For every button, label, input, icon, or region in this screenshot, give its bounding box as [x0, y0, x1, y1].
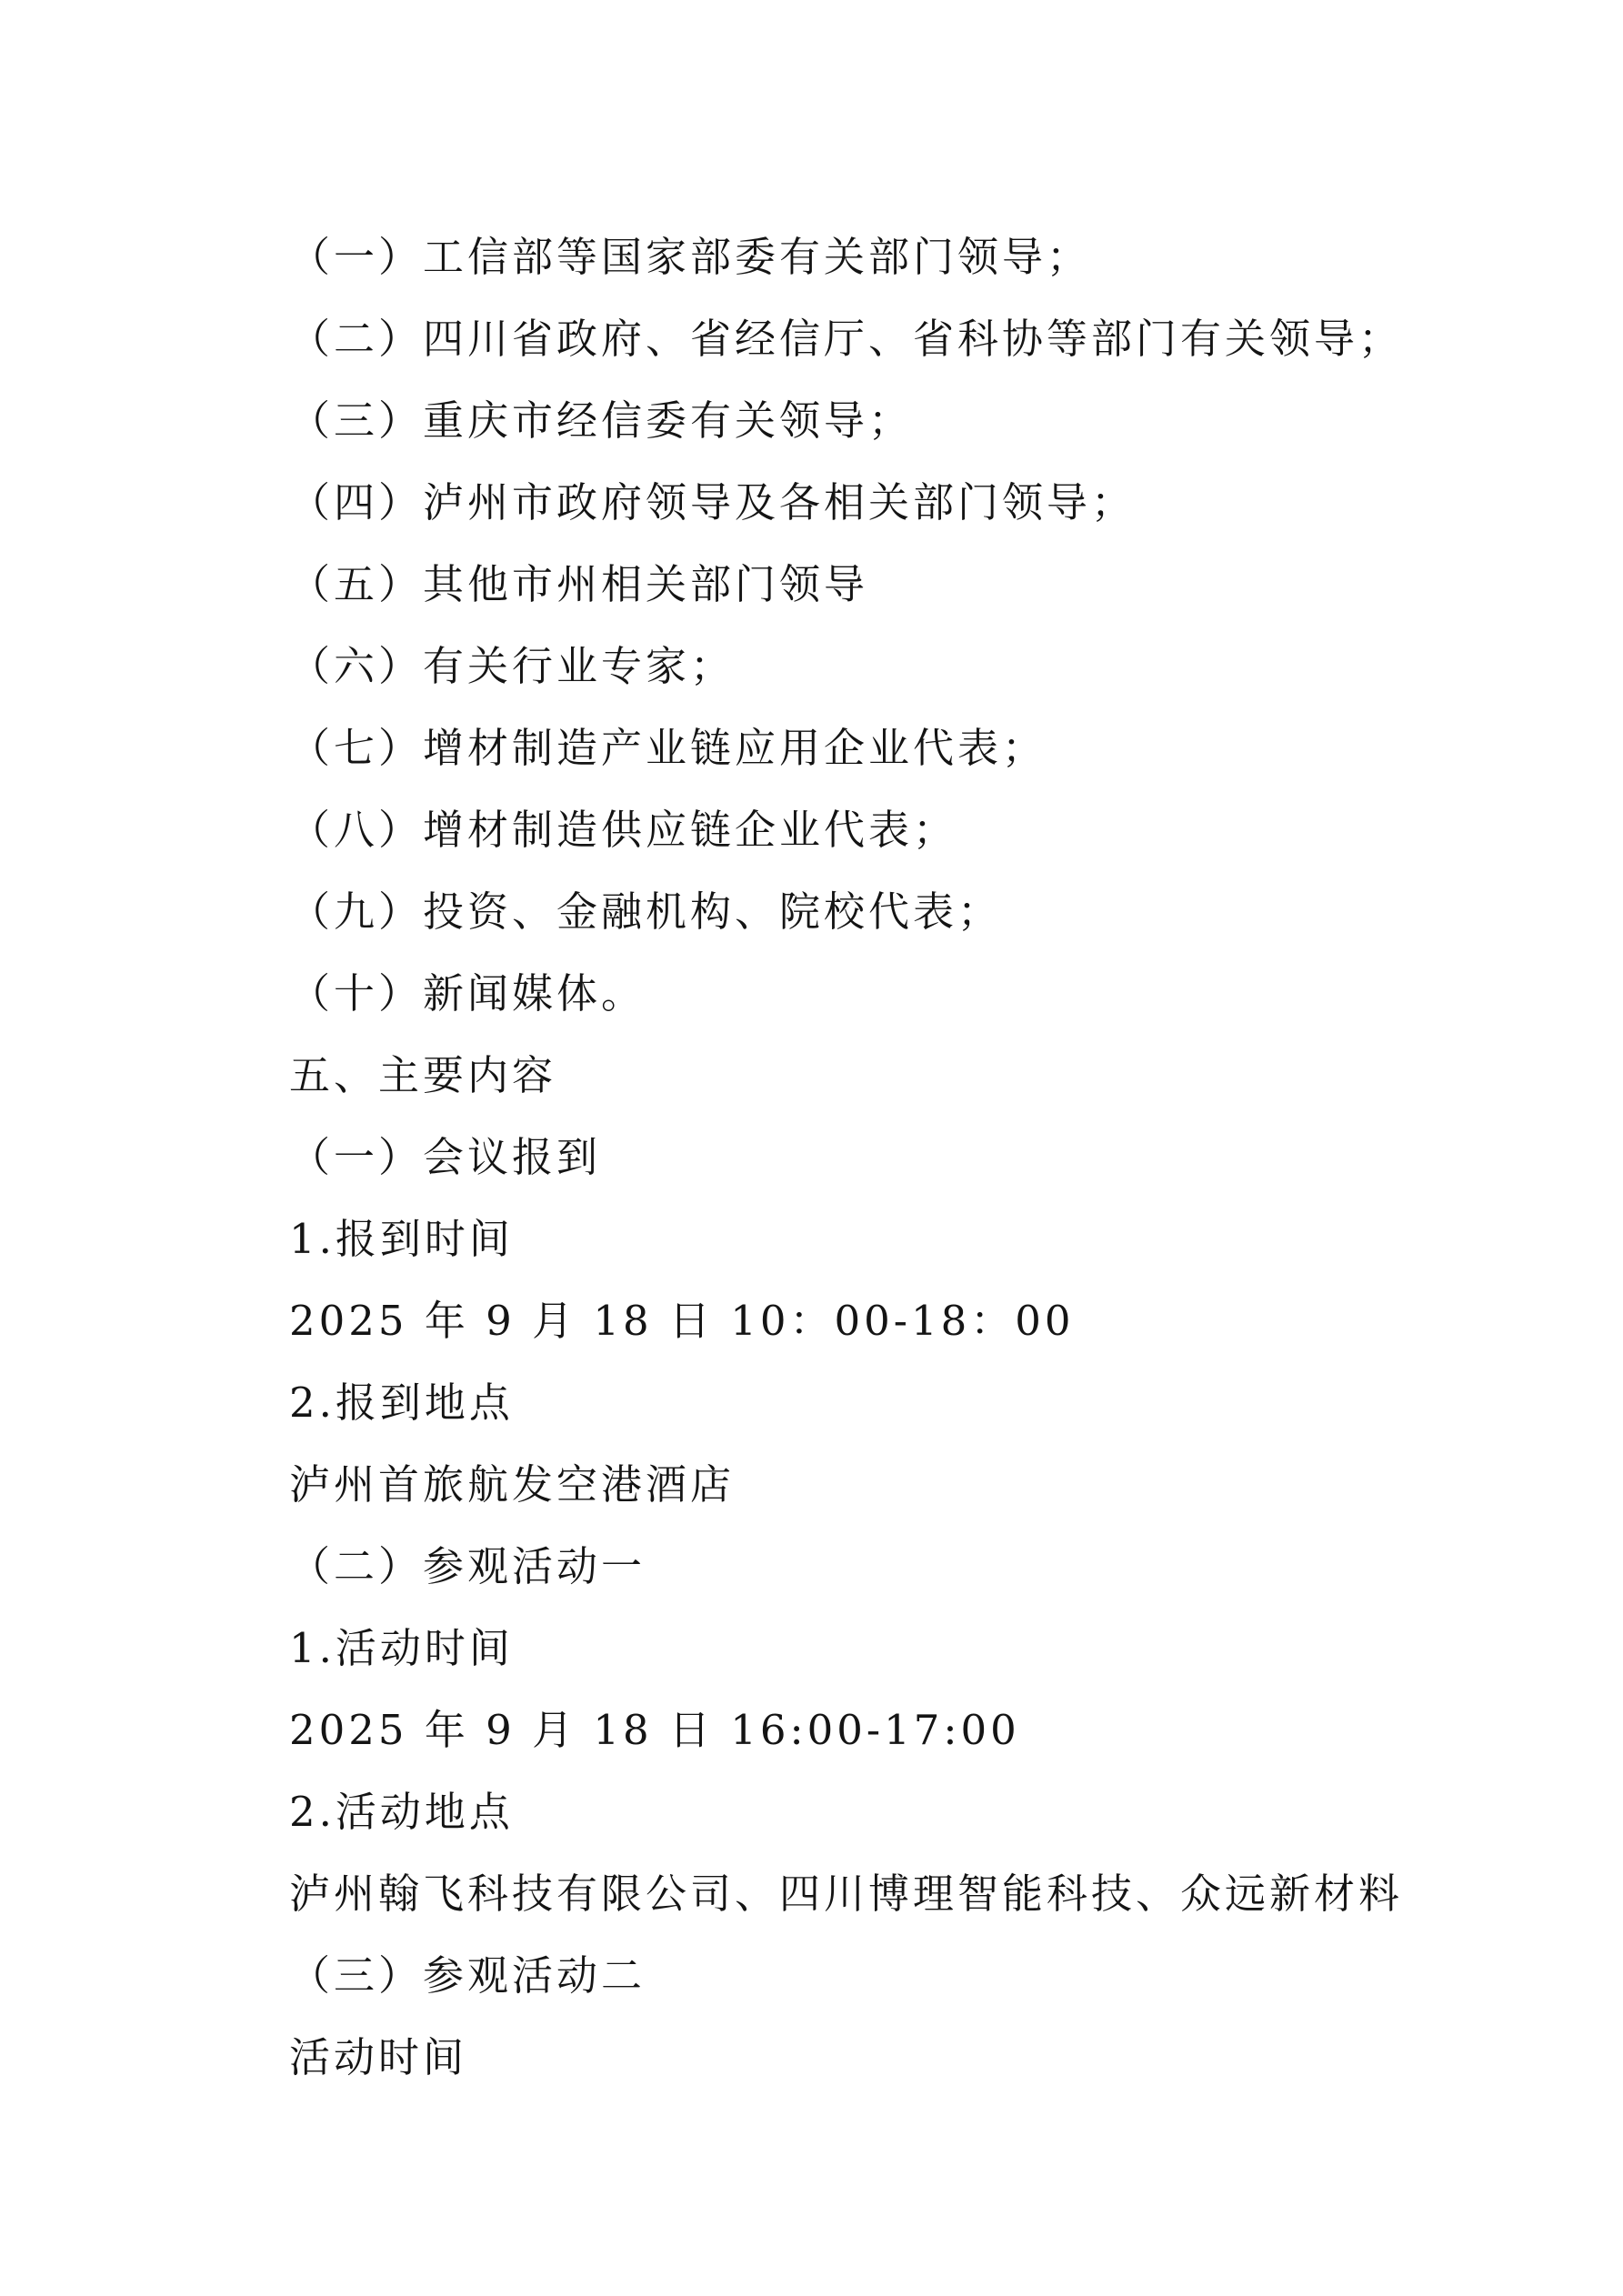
- attendee-item-10: （十）新闻媒体。: [289, 969, 646, 1018]
- section-heading-main-content: 五、主要内容: [289, 1051, 557, 1099]
- visit-1-time-value: 2025 年 9 月 18 日 16:00-17:00: [289, 1706, 1020, 1754]
- document-body: [289, 216, 1471, 2099]
- item-label-visit-1-time: 1.活动时间: [289, 1624, 514, 1672]
- registration-location-value: 泸州首旅航发空港酒店: [289, 1460, 736, 1509]
- item-label-registration-time: 1.报到时间: [289, 1215, 514, 1263]
- attendee-item-7: （七）增材制造产业链应用企业代表；: [289, 724, 1047, 772]
- attendee-item-5: （五）其他市州相关部门领导: [289, 560, 869, 608]
- attendee-item-2: （二）四川省政府、省经信厅、省科协等部门有关领导；: [289, 315, 1404, 363]
- attendee-item-1: （一）工信部等国家部委有关部门领导；: [289, 233, 1092, 281]
- attendee-item-6: （六）有关行业专家；: [289, 642, 736, 690]
- subsection-heading-visit-2: （三）参观活动二: [289, 1951, 646, 2000]
- registration-time-value: 2025 年 9 月 18 日 10：00-18：00: [289, 1297, 1075, 1345]
- subsection-heading-registration: （一）会议报到: [289, 1133, 602, 1181]
- attendee-item-9: （九）投资、金融机构、院校代表；: [289, 887, 1003, 936]
- item-label-visit-2-time: 活动时间: [289, 2033, 468, 2081]
- item-label-visit-1-location: 2.活动地点: [289, 1788, 514, 1836]
- visit-1-location-value: 泸州翰飞科技有限公司、四川博理智能科技、众远新材料: [289, 1870, 1404, 1918]
- attendee-item-8: （八）增材制造供应链企业代表；: [289, 806, 958, 854]
- subsection-heading-visit-1: （二）参观活动一: [289, 1542, 646, 1590]
- item-label-registration-location: 2.报到地点: [289, 1379, 514, 1427]
- attendee-item-3: （三）重庆市经信委有关领导；: [289, 396, 914, 445]
- attendee-item-4: （四）泸州市政府领导及各相关部门领导；: [289, 478, 1137, 526]
